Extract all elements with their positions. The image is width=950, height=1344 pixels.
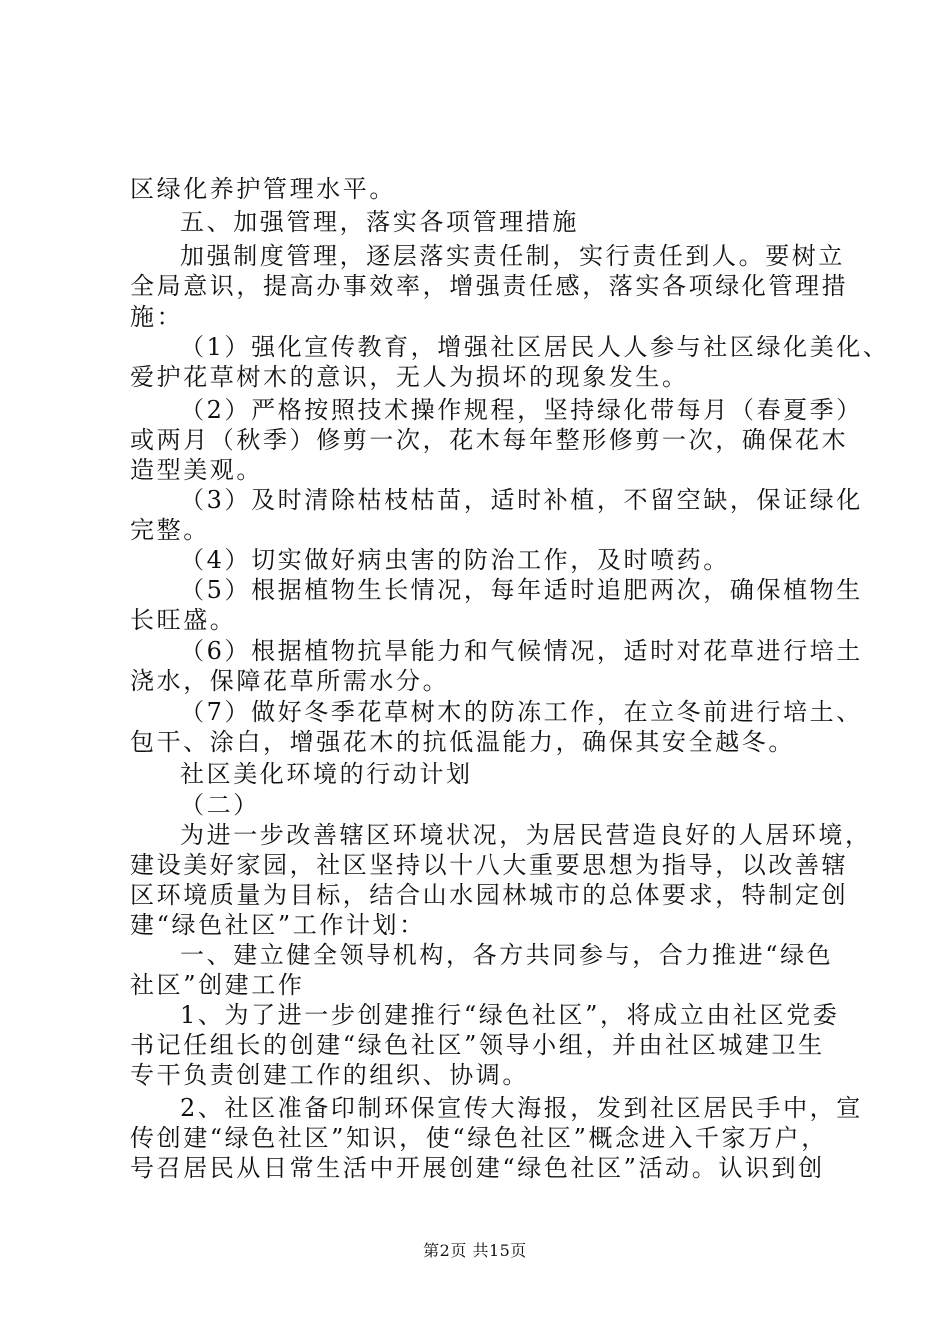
list-item: （3）及时清除枯枝枯苗，适时补植，不留空缺，保证绿化 <box>180 486 863 514</box>
list-item: （1）强化宣传教育，增强社区居民人人参与社区绿化美化、 <box>180 333 890 361</box>
list-item: （6）根据植物抗旱能力和气候情况，适时对花草进行培土 <box>180 637 863 665</box>
list-item: （7）做好冬季花草树木的防冻工作，在立冬前进行培土、 <box>180 698 863 726</box>
list-item: 2、社区准备印制环保宣传大海报，发到社区居民手中，宣 <box>180 1094 863 1122</box>
section-heading: 五、加强管理，落实各项管理措施 <box>180 208 579 236</box>
text-line: 浇水，保障花草所需水分。 <box>130 667 450 695</box>
text-line: 包干、涂白，增强花木的抗低温能力，确保其安全越冬。 <box>130 728 795 756</box>
text-line: 长旺盛。 <box>130 606 237 634</box>
text-line: 建设美好家园，社区坚持以十八大重要思想为指导，以改善辖 <box>130 851 849 879</box>
text-line: 造型美观。 <box>130 456 263 484</box>
section-heading: 一、建立健全领导机构，各方共同参与，合力推进“绿色 <box>180 941 834 969</box>
text-line: 传创建“绿色社区”知识，使“绿色社区”概念进入千家万户， <box>130 1124 828 1152</box>
text-line: 社区”创建工作 <box>130 971 305 999</box>
text-line: 全局意识，提高办事效率，增强责任感，落实各项绿化管理措 <box>130 272 849 300</box>
text-line: 区绿化养护管理水平。 <box>130 175 396 203</box>
text-line: 完整。 <box>130 516 210 544</box>
text-line: 加强制度管理，逐层落实责任制，实行责任到人。要树立 <box>180 242 845 270</box>
text-line: 书记任组长的创建“绿色社区”领导小组，并由社区城建卫生 <box>130 1031 825 1059</box>
text-line: 爱护花草树木的意识，无人为损坏的现象发生。 <box>130 363 689 391</box>
section-title: 社区美化环境的行动计划 <box>180 760 473 788</box>
text-line: 专干负责创建工作的组织、协调。 <box>130 1061 529 1089</box>
list-item: 1、为了进一步创建推行“绿色社区”，将成立由社区党委 <box>180 1001 840 1029</box>
text-line: 为进一步改善辖区环境状况，为居民营造良好的人居环境， <box>180 821 872 849</box>
page-footer: 第2页 共15页 <box>423 1241 527 1260</box>
text-line: 或两月（秋季）修剪一次，花木每年整形修剪一次，确保花木 <box>130 426 849 454</box>
list-item: （5）根据植物生长情况，每年适时追肥两次，确保植物生 <box>180 576 863 604</box>
text-line: 区环境质量为目标，结合山水园林城市的总体要求，特制定创 <box>130 881 849 909</box>
text-line: 施： <box>130 303 184 331</box>
list-item: （2）严格按照技术操作规程，坚持绿化带每月（春夏季） <box>180 396 863 424</box>
list-item: （4）切实做好病虫害的防治工作，及时喷药。 <box>180 546 730 574</box>
text-line: 建“绿色社区”工作计划： <box>130 911 426 939</box>
text-line: 号召居民从日常生活中开展创建“绿色社区”活动。认识到创 <box>130 1154 825 1182</box>
section-number: （二） <box>180 791 260 819</box>
